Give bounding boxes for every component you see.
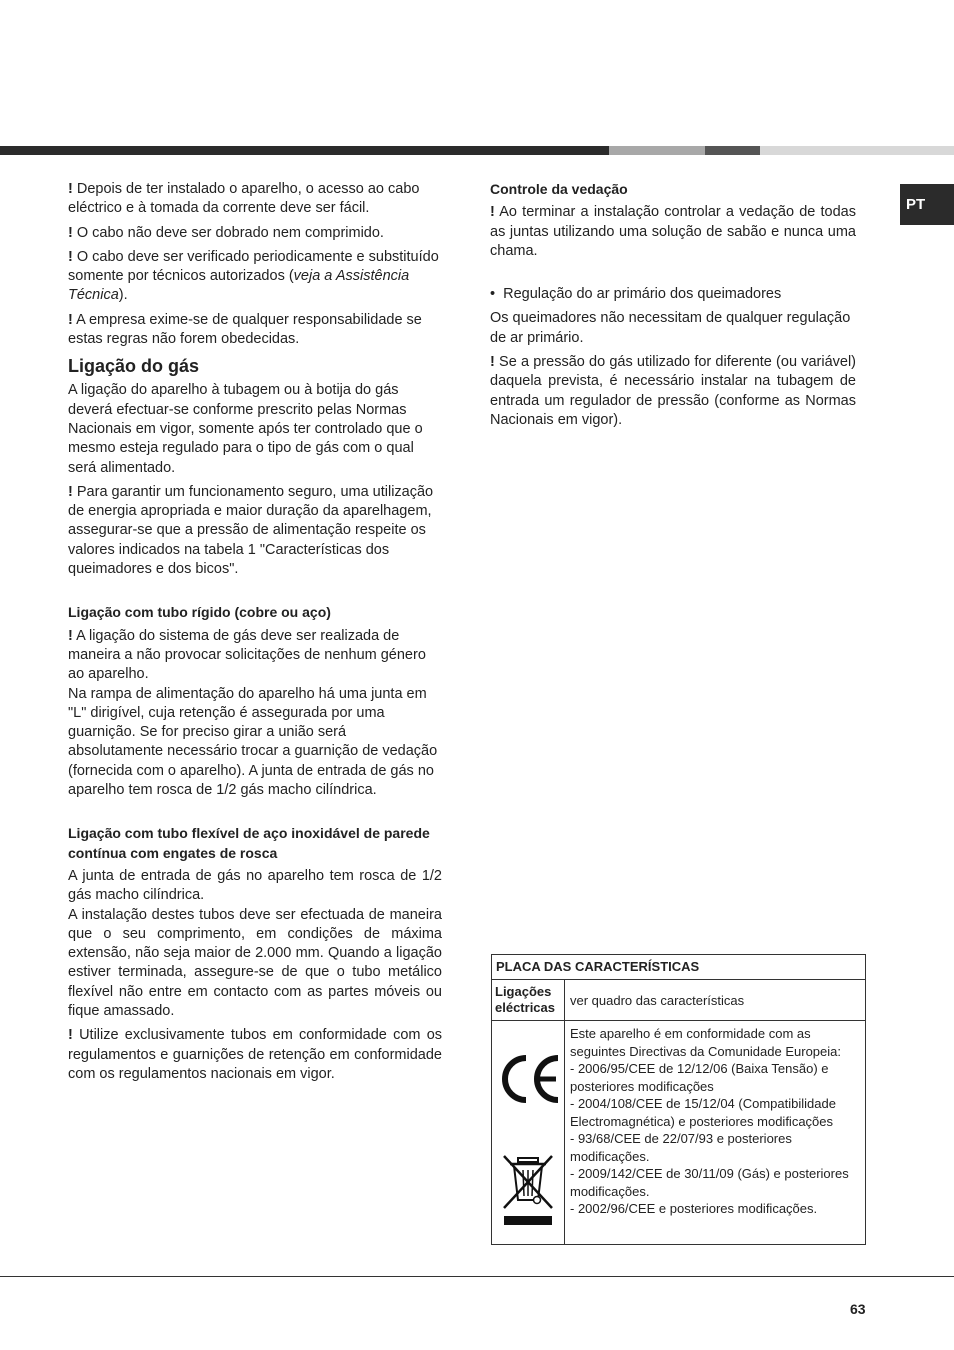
subheading-rigid-pipe: Ligação com tubo rígido (cobre ou aço) [68,604,331,621]
right-column [490,180,856,435]
left-column [68,180,442,1089]
language-tab: PT [900,184,954,225]
header-bar-mid [705,146,760,155]
header-bar-light [760,146,954,155]
directive-item: - 2002/96/CEE e posteriores modificações. [570,1201,818,1216]
warning-use-compliant-pipes: ! Utilize exclusivamente tubos em conformidade com os regulamentos e guarnições de retenção em conformidade com os regulamentos nacionais em vigor. [68,1027,443,1082]
warning-cable-bend: ! O cabo não deve ser dobrado nem comprimido. [68,224,384,241]
spec-plate-table [491,954,866,1245]
warning-cable-check: ! O cabo deve ser verificado periodicamente e substituído somente por técnicos autorizados (veja a Assistência Técnica). [68,248,439,304]
directive-item: - 2004/108/CEE de 15/12/04 (Compatibilidade Electromagnética) e posteriores modificações [570,1096,836,1129]
ce-mark-icon [496,1054,562,1104]
subheading-flexible-pipe: Ligação com tubo flexível de aço inoxidável de parede contínua com engates de rosca [68,825,430,861]
compliance-icons-cell [492,1021,565,1245]
subheading-seal-check: Controle da vedação [490,181,628,197]
flexible-pipe-text: A junta de entrada de gás no aparelho tem rosca de 1/2 gás macho cilíndrica. [68,867,442,904]
spec-value-electrical: ver quadro das características [565,980,866,1021]
bullet-primary-air: • Regulação do ar primário dos queimadores [490,286,782,303]
warning-pressure-regulator: ! Se a pressão do gás utilizado for diferente (ou variável) daquela prevista, é necessário instalar na tubagem de entrada um regulador de pressão (conforme as Normas Nacionais em vigor). [490,354,856,428]
warning-rigid-pipe: ! A ligação do sistema de gás deve ser realizada de maneira a não provocar solicitações de nenhum género ao aparelho. [68,627,426,683]
directives-cell [565,1021,866,1245]
spec-table-title: PLACA DAS CARACTERÍSTICAS [492,955,866,980]
weee-bin-icon [502,1154,554,1228]
directive-intro: Este aparelho é em conformidade com as seguintes Directivas da Comunidade Europeia: [570,1026,841,1059]
footer-divider [0,1276,954,1277]
directive-item: - 93/68/CEE de 22/07/93 e posteriores modificações. [570,1131,792,1164]
directive-item: - 2009/142/CEE de 30/11/09 (Gás) e posteriores modificações. [570,1166,849,1199]
header-bar-grey [609,146,705,155]
warning-seal-check: ! Ao terminar a instalação controlar a vedação de todas as juntas utilizando uma solução de sabão e nunca uma chama. [490,204,856,259]
warning-cable-access: ! Depois de ter instalado o aparelho, o acesso ao cabo eléctrico e à tomada da corrente deve ser fácil. [68,181,420,217]
header-bar-dark [0,146,609,155]
spec-label-electrical: Ligações eléctricas [492,980,565,1021]
directive-item: - 2006/95/CEE de 12/12/06 (Baixa Tensão) e posteriores modificações [570,1061,829,1094]
page-number: 63 [850,1301,866,1317]
section-heading-gas: Ligação do gás [68,356,200,377]
warning-pressure: ! Para garantir um funcionamento seguro, uma utilização de energia apropriada e maior duração da aparelhagem, assegurar-se que a pressão de alimentação respeite os valores indicados na tabela 1 "Características dos queimadores e dos bicos". [68,483,434,578]
flexible-pipe-install-text: A instalação destes tubos deve ser efectuada de maneira que o seu comprimento, em condições de máxima extensão, não seja maior de 2.000 mm. Quando a ligação estiver terminada, assegure-se de que o tubo metálico flexível não entre em contacto com as partes móveis ou fique amassado. [68,906,442,1019]
rigid-pipe-text: Na rampa de alimentação do aparelho há uma junta em "L" dirigível, cuja retenção é assegurada por uma guarnição. Se for preciso girar a união será absolutamente necessário trocar a guarnição de vedação (fornecida com o aparelho). A junta de entrada de gás no aparelho tem rosca de 1/2 gás macho cilíndrica. [68,685,438,799]
gas-connection-text: A ligação do aparelho à tubagem ou à botija do gás deverá efectuar-se conforme prescrito pelas Normas Nacionais em vigor, somente após ter controlado que o mesmo esteja regulado para o tipo de gás com o qual será alimentado. [68,382,423,476]
primary-air-text: Os queimadores não necessitam de qualquer regulação de ar primário. [490,310,851,346]
warning-liability: ! A empresa exime-se de qualquer responsabilidade se estas regras não forem obedecidas. [68,311,422,348]
